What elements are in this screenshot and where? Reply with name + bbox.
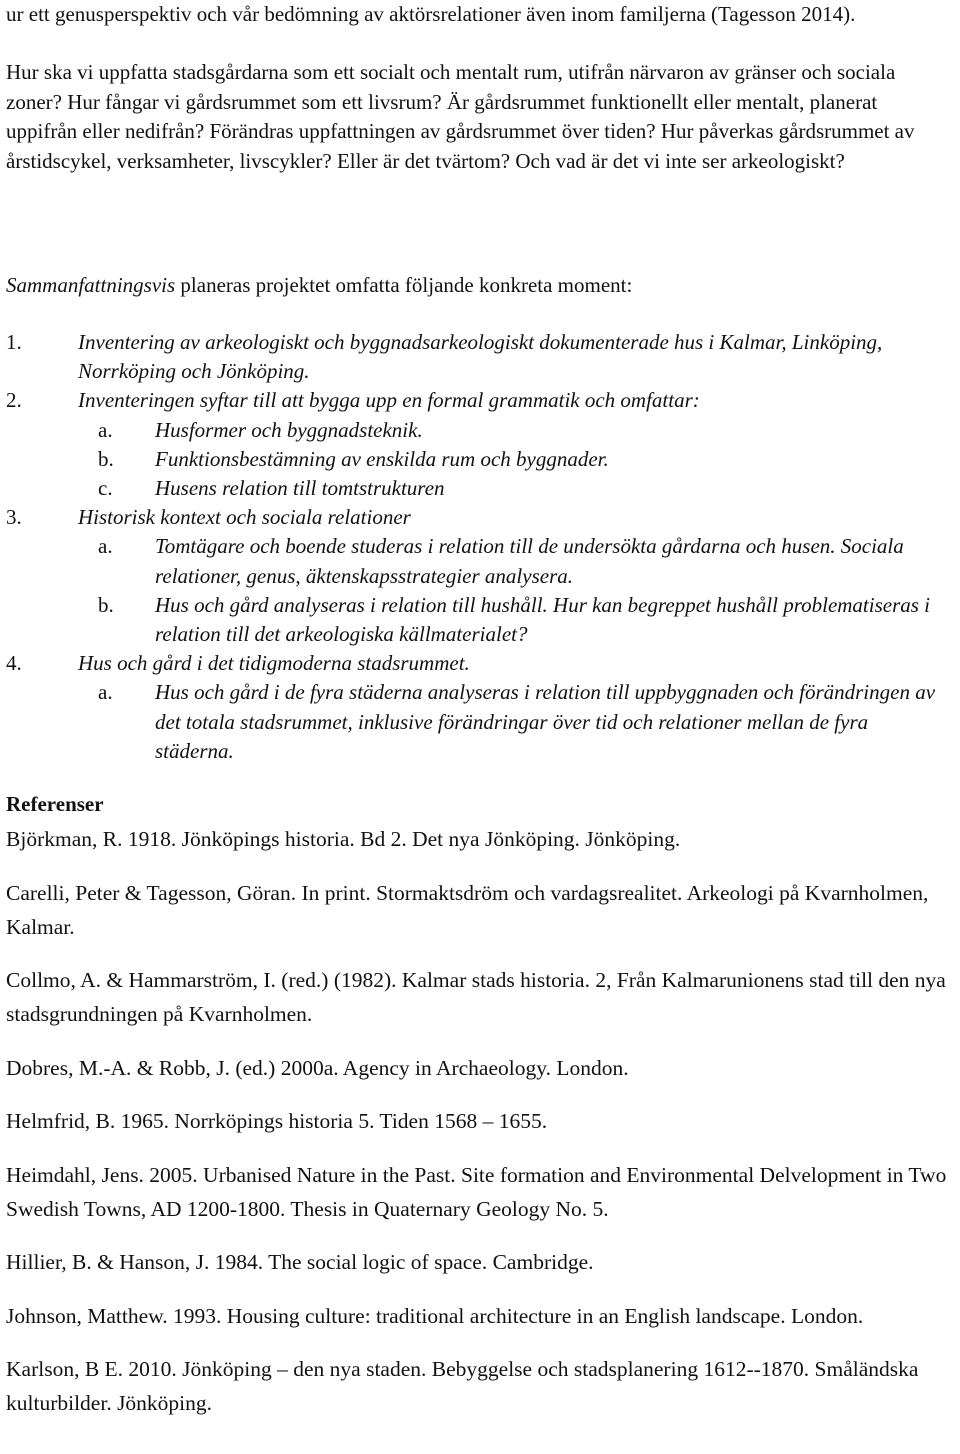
sub-item-label: a.: [98, 534, 113, 559]
sub-list-item: [78, 532, 952, 590]
sub-list-item: [78, 445, 952, 474]
list-item-text: Inventeringen syftar till att bygga upp en formal grammatik och omfattar:: [78, 388, 700, 413]
sub-item-text: Funktionsbestämning av enskilda rum och byggnader.: [155, 446, 609, 471]
research-questions-paragraph: Hur ska vi uppfatta stadsgårdarna som ett socialt och mentalt rum, utifrån närvaron av gränser och sociala zoner? Hur fångar vi gårdsrummet som ett livsrum? Är gårdsrummet funktionellt eller mentalt, planerat uppifrån eller nedifrån? Förändras uppfattningen av gårdsrummet över tiden? Hur påverkas gårdsrummet av årstidscykel, verksamheter, livscykler? Eller är det tvärtom? Och vad är det vi inte ser arkeologiskt?: [6, 60, 915, 173]
summary-lead-word: Sammanfattningsvis: [6, 273, 176, 297]
list-item-text: Inventering av arkeologiskt och byggnadsarkeologiskt dokumenterade hus i Kalmar, Linköping, Norrköping och Jönköping.: [78, 330, 883, 384]
sub-list-item: [78, 474, 952, 503]
sub-item-text: Husens relation till tomtstrukturen: [155, 476, 445, 501]
sub-list-item: [78, 591, 952, 649]
project-steps-list: [6, 328, 952, 766]
reference-entry: Hillier, B. & Hanson, J. 1984. The social logic of space. Cambridge.: [6, 1250, 594, 1274]
list-item-number: 1.: [6, 330, 22, 354]
sub-list: [78, 416, 952, 504]
reference-entry: Heimdahl, Jens. 2005. Urbanised Nature in the Past. Site formation and Environmental Delvelopment in Two Swedish Towns, AD 1200-1800. Thesis in Quaternary Geology No. 5.: [6, 1162, 947, 1221]
reference-entry: Björkman, R. 1918. Jönköpings historia. Bd 2. Det nya Jönköping. Jönköping.: [6, 827, 681, 851]
list-item: [6, 386, 952, 503]
reference-entry: Karlson, B E. 2010. Jönköping – den nya staden. Bebyggelse och stadsplanering 1612--1870. Småländska kulturbilder. Jönköping.: [6, 1357, 919, 1415]
sub-item-text: Husformer och byggnadsteknik.: [155, 417, 423, 442]
sub-item-label: b.: [98, 446, 114, 471]
sub-item-text: Tomtägare och boende studeras i relation till de undersökta gårdarna och husen. Sociala relationer, genus, äktenskapsstrategier analysera.: [155, 534, 904, 588]
list-item-text: Historisk kontext och sociala relationer: [78, 505, 411, 530]
sub-item-label: a.: [98, 417, 113, 442]
reference-entry: Helmfrid, B. 1965. Norrköpings historia 5. Tiden 1568 – 1655.: [6, 1109, 548, 1133]
references-list: [6, 822, 954, 1440]
reference-entry: Collmo, A. & Hammarström, I. (red.) (1982). Kalmar stads historia. 2, Från Kalmarunionens stad till den nya stadsgrundningen på Kvarnholmen.: [6, 968, 946, 1026]
sub-item-text: Hus och gård i de fyra städerna analyseras i relation till uppbyggnaden och förändringen av det totala stadsrummet, inklusive förändringar över tid och relationer mellan de fyra städerna.: [155, 680, 936, 763]
sub-item-label: b.: [98, 592, 114, 617]
sub-item-label: a.: [98, 680, 113, 705]
reference-entry: Johnson, Matthew. 1993. Housing culture: traditional architecture in an English landscape. London.: [6, 1303, 864, 1328]
sub-list-item: [78, 416, 952, 445]
summary-paragraph: [6, 271, 952, 301]
list-item: [6, 503, 952, 649]
list-item-text: Hus och gård i det tidigmoderna stadsrummet.: [78, 651, 470, 676]
sub-item-text: Hus och gård analyseras i relation till hushåll. Hur kan begreppet hushåll problematiseras i relation till det arkeologiska källmaterialet?: [155, 592, 931, 647]
list-item-number: 2.: [6, 388, 22, 413]
references-heading: Referenser: [6, 792, 104, 816]
reference-entry: Dobres, M.-A. & Robb, J. (ed.) 2000a. Agency in Archaeology. London.: [6, 1055, 629, 1080]
sub-list: [78, 532, 952, 649]
sub-item-label: c.: [98, 476, 113, 501]
list-item-number: 4.: [6, 651, 22, 676]
sub-list: [78, 678, 952, 766]
list-item: [6, 649, 952, 766]
summary-rest: planeras projektet omfatta följande konkreta moment:: [175, 273, 633, 297]
intro-paragraph-1: ur ett genusperspektiv och vår bedömning av aktörsrelationer även inom familjerna (Tagesson 2014).: [6, 2, 856, 26]
list-item-number: 3.: [6, 505, 22, 530]
sub-list-item: [78, 678, 952, 766]
reference-entry: Carelli, Peter & Tagesson, Göran. In print. Stormaktsdröm och vardagsrealitet. Arkeologi på Kvarnholmen, Kalmar.: [6, 880, 929, 939]
list-item: [6, 328, 952, 386]
